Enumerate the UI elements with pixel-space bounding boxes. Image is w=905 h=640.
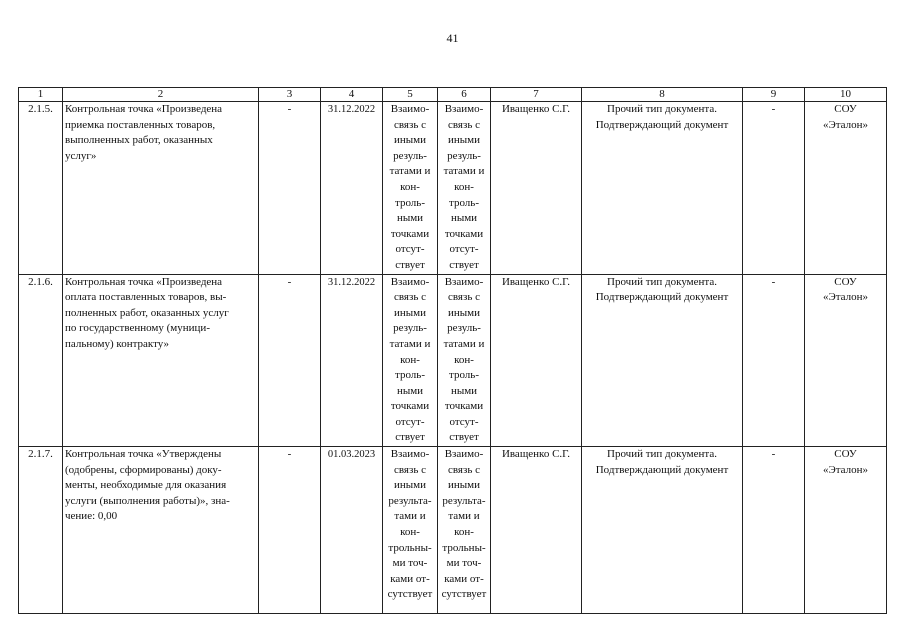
system-line: «Эталон» [822, 118, 869, 131]
row-number: 2.1.5. [19, 102, 63, 275]
text-line: иными [447, 306, 480, 319]
text-line: тами и [394, 510, 426, 523]
text-line: Взаимо- [444, 275, 484, 288]
col3-value: - [259, 274, 321, 447]
system-name [805, 274, 887, 447]
column-header: 2 [63, 88, 259, 102]
column-header: 8 [582, 88, 743, 102]
name-line: по государственному (муници- [65, 322, 210, 335]
text-line: связь с [394, 463, 426, 476]
col9-value: - [743, 274, 805, 447]
text-line: ми точ- [446, 557, 482, 570]
name-line: Контрольная точка «Произведена [65, 103, 223, 115]
text-line: отсут- [449, 243, 479, 256]
relation-text-col5 [383, 102, 438, 275]
text-line: ками от- [390, 572, 430, 585]
text-line: кон- [454, 526, 474, 539]
text-line: сутствует [441, 588, 487, 601]
doc-type-line: Прочий тип документа. [607, 275, 717, 288]
text-line: татами и [389, 337, 431, 350]
document-type [582, 447, 743, 614]
row-number: 2.1.7. [19, 447, 63, 614]
text-line: кон- [400, 180, 420, 193]
responsible-person: Иващенко С.Г. [491, 274, 582, 447]
col9-value: - [743, 102, 805, 275]
text-line: резуль- [393, 149, 427, 162]
text-line: Взаимо- [444, 448, 484, 461]
control-point-name [63, 447, 259, 614]
text-line: кон- [454, 353, 474, 366]
relation-text-col5 [383, 447, 438, 614]
text-line: резуль- [447, 149, 481, 162]
name-line: Контрольная точка «Произведена [65, 275, 223, 288]
name-line: менты, необходимые для оказания [65, 479, 227, 492]
text-line: отсут- [395, 243, 425, 256]
relation-text-col6 [438, 447, 491, 614]
text-line: точками [390, 227, 430, 240]
column-header: 10 [805, 88, 887, 102]
document-type [582, 274, 743, 447]
text-line: трольны- [388, 541, 432, 554]
column-header: 7 [491, 88, 582, 102]
text-line: связь с [448, 291, 480, 304]
text-line: кон- [454, 180, 474, 193]
system-name [805, 447, 887, 614]
text-line: иными [393, 134, 426, 147]
responsible-person: Иващенко С.Г. [491, 447, 582, 614]
text-line: ными [396, 384, 424, 397]
col9-value: - [743, 447, 805, 614]
name-line: полненных работ, оказанных услуг [65, 306, 229, 319]
name-line: услуги (выполнения работы)», зна- [65, 494, 230, 507]
text-line: тами и [448, 510, 480, 523]
text-line: ми точ- [392, 557, 428, 570]
text-line: ствует [449, 258, 479, 271]
text-line: точками [444, 227, 484, 240]
text-line: троль- [395, 196, 425, 209]
text-line: ными [450, 212, 478, 225]
system-line: «Эталон» [822, 291, 869, 304]
system-line: СОУ [834, 275, 857, 288]
responsible-person: Иващенко С.Г. [491, 102, 582, 275]
column-header: 6 [438, 88, 491, 102]
text-line: иными [447, 134, 480, 147]
column-header: 3 [259, 88, 321, 102]
text-line: отсут- [395, 415, 425, 428]
doc-type-line: Подтверждающий документ [595, 118, 729, 131]
text-line: ствует [395, 258, 425, 271]
text-line: Взаимо- [390, 103, 430, 115]
control-point-name [63, 274, 259, 447]
control-point-name [63, 102, 259, 275]
text-line: кон- [400, 526, 420, 539]
text-line: Взаимо- [444, 103, 484, 115]
text-line: Взаимо- [390, 448, 430, 461]
name-line: выполненных работ, оказанных [65, 134, 213, 147]
name-line: (одобрены, сформированы) доку- [65, 463, 222, 476]
name-line: Контрольная точка «Утверждены [65, 448, 222, 461]
text-line: троль- [449, 369, 479, 382]
col3-value: - [259, 102, 321, 275]
text-line: татами и [443, 165, 485, 178]
text-line: сутствует [387, 588, 433, 601]
name-line: приемка поставленных товаров, [65, 118, 216, 131]
name-line: пальному) контракту» [65, 337, 170, 350]
header-row [19, 88, 887, 102]
control-points-table [18, 87, 887, 614]
date-value: 31.12.2022 [321, 274, 383, 447]
col3-value: - [259, 447, 321, 614]
system-line: СОУ [834, 103, 857, 115]
doc-type-line: Подтверждающий документ [595, 291, 729, 304]
text-line: ками от- [444, 572, 484, 585]
text-line: троль- [395, 369, 425, 382]
system-name [805, 102, 887, 275]
system-line: СОУ [834, 448, 857, 461]
name-line: услуг» [65, 149, 97, 162]
relation-text-col5 [383, 274, 438, 447]
text-line: татами и [443, 337, 485, 350]
text-line: связь с [394, 291, 426, 304]
row-number: 2.1.6. [19, 274, 63, 447]
relation-text-col6 [438, 102, 491, 275]
text-line: троль- [449, 196, 479, 209]
date-value: 01.03.2023 [321, 447, 383, 614]
doc-type-line: Подтверждающий документ [595, 463, 729, 476]
system-line: «Эталон» [822, 463, 869, 476]
name-line: оплата поставленных товаров, вы- [65, 291, 227, 304]
table-row [19, 102, 887, 275]
text-line: Взаимо- [390, 275, 430, 288]
name-line: чение: 0,00 [65, 510, 118, 523]
text-line: точками [390, 400, 430, 413]
column-header: 5 [383, 88, 438, 102]
doc-type-line: Прочий тип документа. [607, 448, 717, 461]
text-line: связь с [448, 463, 480, 476]
table-row [19, 447, 887, 614]
text-line: резуль- [393, 322, 427, 335]
text-line: кон- [400, 353, 420, 366]
date-value: 31.12.2022 [321, 102, 383, 275]
document-type [582, 102, 743, 275]
text-line: отсут- [449, 415, 479, 428]
page-number: 41 [446, 31, 459, 45]
relation-text-col6 [438, 274, 491, 447]
column-header: 4 [321, 88, 383, 102]
text-line: результа- [388, 494, 432, 507]
text-line: резуль- [447, 322, 481, 335]
text-line: связь с [448, 118, 480, 131]
text-line: трольны- [442, 541, 486, 554]
text-line: результа- [442, 494, 486, 507]
column-header: 1 [19, 88, 63, 102]
text-line: иными [393, 306, 426, 319]
text-line: ными [396, 212, 424, 225]
text-line: иными [447, 479, 480, 492]
text-line: связь с [394, 118, 426, 131]
text-line: точками [444, 400, 484, 413]
text-line: ными [450, 384, 478, 397]
text-line: иными [393, 479, 426, 492]
column-header: 9 [743, 88, 805, 102]
text-line: ствует [395, 431, 425, 444]
table-row [19, 274, 887, 447]
doc-type-line: Прочий тип документа. [607, 103, 717, 115]
text-line: ствует [449, 431, 479, 444]
text-line: татами и [389, 165, 431, 178]
